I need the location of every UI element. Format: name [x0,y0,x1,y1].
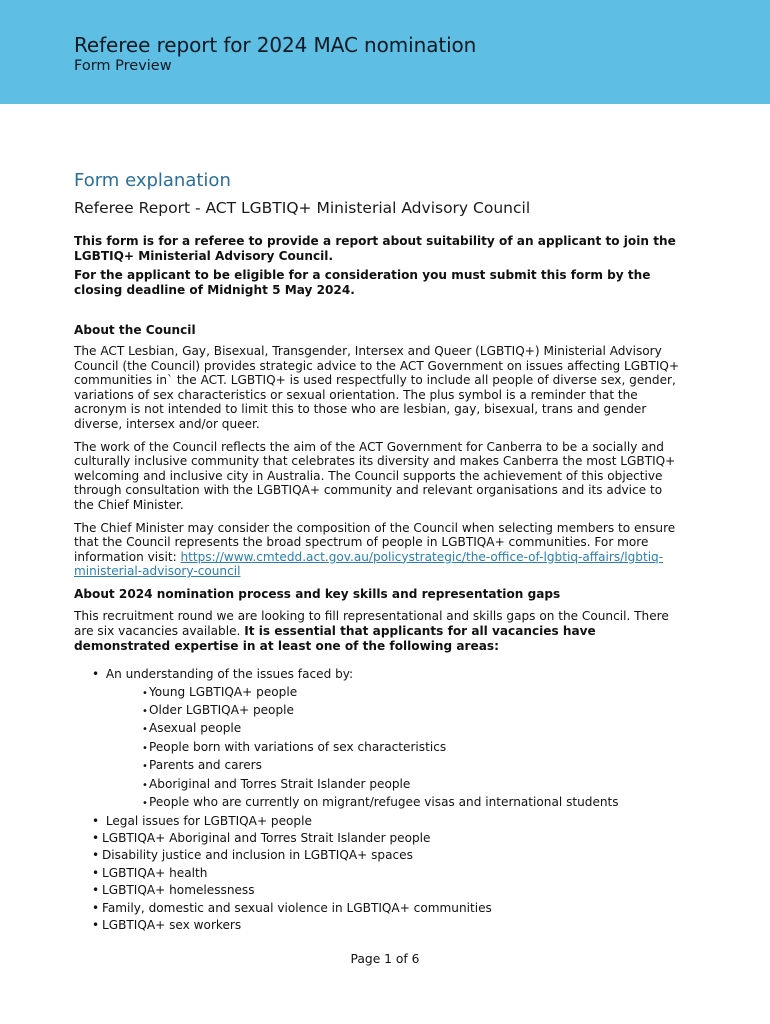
about-paragraph-3-text: The Chief Minister may consider the composition of the Council when selecting members to ensure that the Council represents the broad spectrum of people in LGBTIQA+ communities. For more information visit: [74,520,676,564]
sub-list-item: • Aboriginal and Torres Strait Islander people [149,776,684,794]
issues-sublist [102,684,684,813]
list-item: • LGBTIQA+ homelessness [102,882,684,899]
list-item-text: An understanding of the issues faced by: [105,667,354,682]
sub-list-item: • People born with variations of sex characteristics [149,739,684,757]
sub-list-item: • Young LGBTIQA+ people [149,684,684,702]
nomination-heading: About 2024 nomination process and key skills and representation gaps [74,586,561,601]
list-item: • LGBTIQA+ health [102,865,684,882]
sub-list-item: • Older LGBTIQA+ people [149,702,684,720]
intro-paragraph-2: For the applicant to be eligible for a consideration you must submit this form by the closing deadline of Midnight 5 May 2024. [74,268,651,297]
form-subtitle: Referee Report - ACT LGBTIQ+ Ministerial Advisory Council [74,199,531,217]
list-item: • Disability justice and inclusion in LGBTIQA+ spaces [102,847,684,864]
expertise-list [74,666,684,934]
page-title: Referee report for 2024 MAC nomination [74,33,477,57]
list-item: • LGBTIQA+ Aboriginal and Torres Strait Islander people [102,830,684,847]
header-bar [0,0,770,104]
about-paragraph-2: The work of the Council reflects the aim of the ACT Government for Canberra to be a socially and culturally inclusive community that celebrates its diversity and makes Canberra the most LGBTIQ+ welcoming and inclusive city in Australia. The Council supports the achievement of this objective through consultation with the LGBTIQA+ community and relevant organisations and its advice to the Chief Minister. [74,439,676,512]
about-paragraph-3 [74,521,684,579]
intro-paragraph-1: This form is for a referee to provide a report about suitability of an applicant to join the LGBTIQ+ Ministerial Advisory Council. [74,234,676,263]
list-item [102,666,684,812]
about-paragraph-1: The ACT Lesbian, Gay, Bisexual, Transgender, Intersex and Queer (LGBTIQ+) Ministerial Advisory Council (the Council) provides strategic advice to the ACT Government on issues affecting LGBTIQ+ communities in` the ACT. LGBTIQ+ is used respectfully to include all people of diverse sex, gender, variations of sex characteristics or sexual orientation. The plus symbol is a reminder that the acronym is not intended to limit this to those who are lesbian, gay, bisexual, trans and gender diverse, intersex and/or queer. [74,343,680,431]
nomination-paragraph-emphasis: It is essential that applicants for all vacancies have demonstrated expertise in at least one of the following areas: [74,624,596,653]
about-heading: About the Council [74,323,196,338]
list-item: • Family, domestic and sexual violence in LGBTIQA+ communities [102,900,684,917]
sub-list-item: • Parents and carers [149,757,684,775]
sub-list-item: • People who are currently on migrant/refugee visas and international students [149,794,684,812]
sub-list-item: • Asexual people [149,720,684,738]
form-content [74,170,684,934]
list-item: • LGBTIQA+ sex workers [102,917,684,934]
council-info-link[interactable]: https://www.cmtedd.act.gov.au/policystrategic/the-office-of-lgbtiq-affairs/lgbtiq-ministerial-advisory-council [74,549,664,579]
section-title: Form explanation [74,170,231,191]
page-subtitle: Form Preview [74,58,172,74]
nomination-paragraph [74,609,684,653]
nomination-paragraph-text: This recruitment round we are looking to fill representational and skills gaps on the Council. There are six vacancies available. [74,609,669,639]
list-item: • Legal issues for LGBTIQA+ people [102,813,684,830]
page-number: Page 1 of 6 [350,952,420,966]
